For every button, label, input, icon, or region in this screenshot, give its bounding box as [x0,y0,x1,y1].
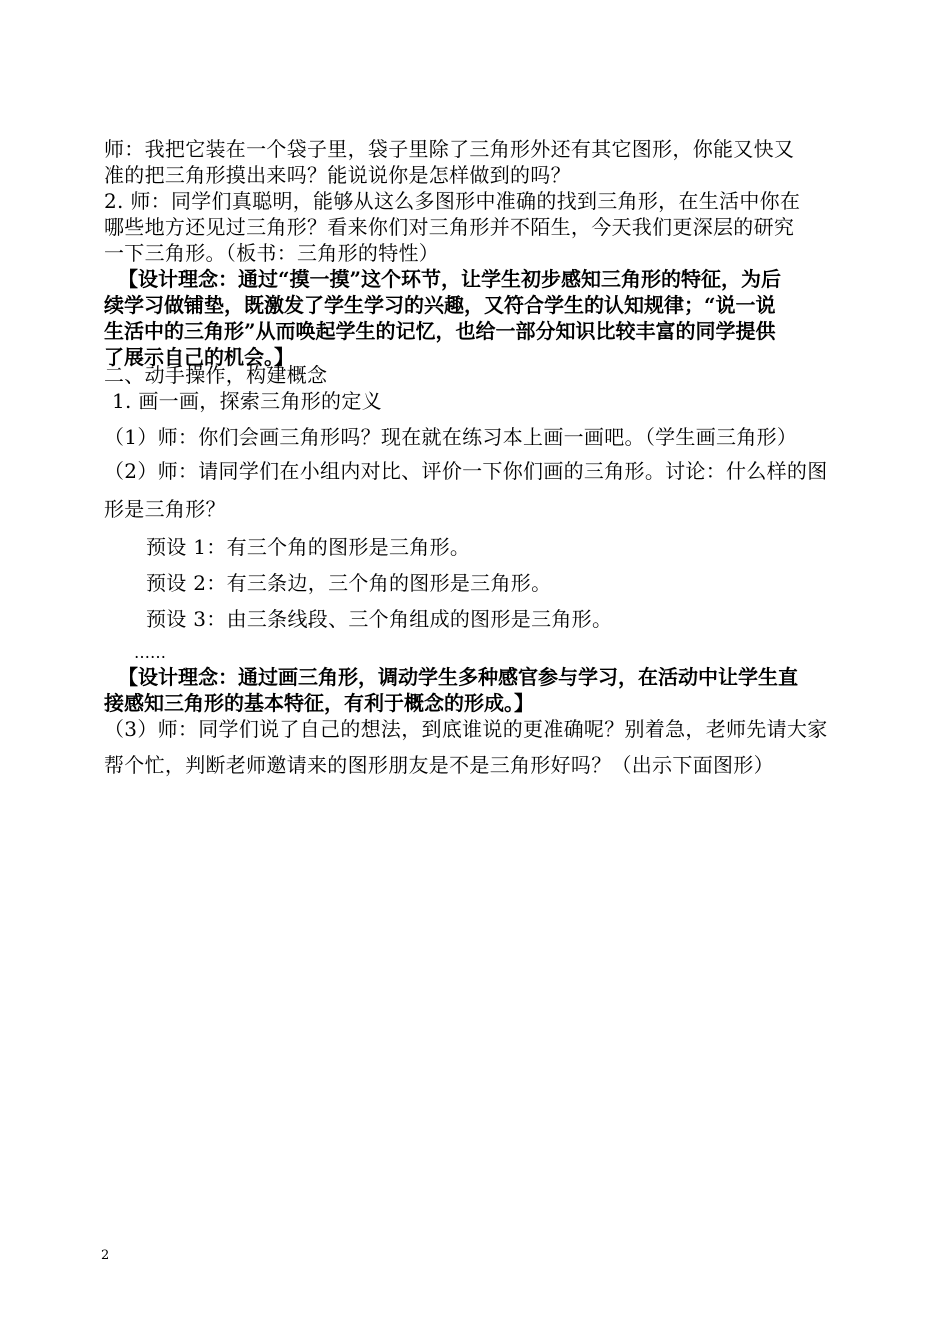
preset-2: 预设 2：有三条边，三个角的图形是三角形。 [146,571,552,595]
text-line-1: 师：我把它装在一个袋子里，袋子里除了三角形外还有其它图形，你能又快又 [104,137,795,161]
text-line-step-3b: 帮个忙，判断老师邀请来的图形朋友是不是三角形好吗？（出示下面图形） [104,753,774,777]
preset-1: 预设 1：有三个角的图形是三角形。 [146,535,471,559]
text-line-4: 哪些地方还见过三角形？看来你们对三角形并不陌生，今天我们更深层的研究 [104,215,795,239]
preset-3: 预设 3：由三条线段、三个角组成的图形是三角形。 [146,607,613,631]
text-line-step-1: （1）师：你们会画三角形吗？现在就在练习本上画一画吧。（学生画三角形） [104,425,798,449]
page-number: 2 [101,1248,110,1263]
text-line-3: 2. 师：同学们真聪明，能够从这么多图形中准确的找到三角形，在生活中你在 [104,189,801,213]
subsection-heading: 1. 画一画，探索三角形的定义 [112,389,382,413]
design-note-2-line-2: 接感知三角形的基本特征，有利于概念的形成。】 [104,691,534,715]
design-note-2-line-1: 【设计理念：通过画三角形，调动学生多种感官参与学习，在活动中让学生直 [118,665,798,689]
text-line-step-3a: （3）师：同学们说了自己的想法，到底谁说的更准确呢？别着急，老师先请大家 [104,717,828,741]
design-note-1-line-2: 续学习做铺垫，既激发了学生学习的兴趣，又符合学生的认知规律；“说一说 [104,293,776,317]
text-line-step-2a: （2）师：请同学们在小组内对比、评价一下你们画的三角形。讨论：什么样的图 [104,459,828,483]
section-heading: 二、动手操作，构建概念 [104,363,328,387]
text-line-2: 准的把三角形摸出来吗？能说说你是怎样做到的吗？ [104,163,571,187]
text-line-5: 一下三角形。（板书：三角形的特性） [104,241,440,265]
design-note-1-line-3: 生活中的三角形”从而唤起学生的记忆，也给一部分知识比较丰富的同学提供 [104,319,776,343]
design-note-1-line-1: 【设计理念：通过“摸一摸”这个环节，让学生初步感知三角形的特征，为后 [118,267,782,291]
text-line-step-2b: 形是三角形？ [104,497,226,521]
design-note-1-line-4: 了展示自己的机会。】 [104,345,294,369]
ellipsis: …… [134,643,166,662]
